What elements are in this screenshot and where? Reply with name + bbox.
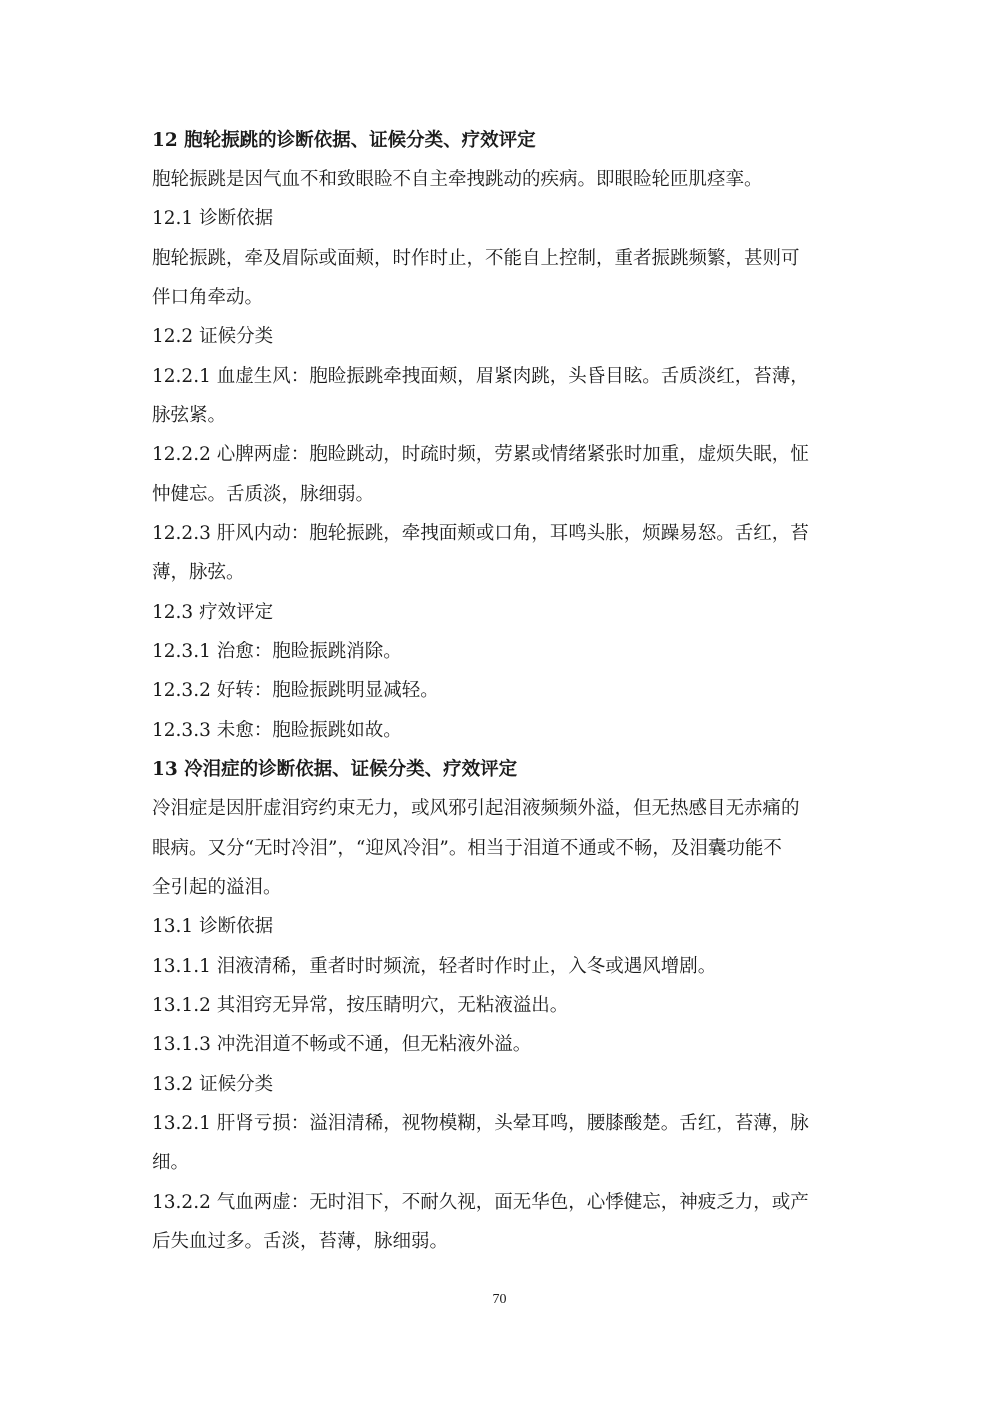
section-13-2-heading: 13.2 证候分类 [152, 1074, 274, 1095]
paragraph-line: 12.2.3 肝风内动：胞轮振跳，牵拽面颊或口角，耳鸣头胀，烦躁易怒。舌红，苔 [152, 523, 809, 544]
paragraph-line: 13.1.2 其泪窍无异常，按压睛明穴，无粘液溢出。 [152, 995, 569, 1016]
paragraph-line: 13.2.2 气血两虚：无时泪下，不耐久视，面无华色，心悸健忘，神疲乏力，或产 [152, 1192, 809, 1213]
paragraph-line: 12.2.1 血虚生风：胞睑振跳牵拽面颊，眉紧肉跳，头昏目眩。舌质淡红，苔薄， [152, 366, 809, 387]
paragraph-line: 13.1.3 冲洗泪道不畅或不通，但无粘液外溢。 [152, 1034, 532, 1055]
paragraph-line: 胞轮振跳，牵及眉际或面颊，时作时止，不能自上控制，重者振跳频繁，甚则可 [152, 248, 800, 269]
paragraph-line: 细。 [152, 1152, 190, 1173]
paragraph-line: 后失血过多。舌淡，苔薄，脉细弱。 [152, 1231, 449, 1252]
paragraph-line: 12.2.2 心脾两虚：胞睑跳动，时疏时频，劳累或情绪紧张时加重，虚烦失眠，怔 [152, 444, 809, 465]
paragraph-line: 冷泪症是因肝虚泪窍约束无力，或风邪引起泪液频频外溢，但无热感目无赤痛的 [152, 798, 800, 819]
section-13-title: 13 冷泪症的诊断依据、证候分类、疗效评定 [152, 759, 518, 780]
paragraph-line: 伴口角牵动。 [152, 287, 264, 308]
paragraph-line: 12.3.2 好转：胞睑振跳明显减轻。 [152, 680, 439, 701]
paragraph-line: 忡健忘。舌质淡，脉细弱。 [152, 484, 375, 505]
section-12-2-heading: 12.2 证候分类 [152, 326, 274, 347]
paragraph-line: 12.3.1 治愈：胞睑振跳消除。 [152, 641, 402, 662]
paragraph-line: 眼病。又分“无时冷泪”，“迎风冷泪”。相当于泪道不通或不畅，及泪囊功能不 [152, 838, 782, 859]
paragraph-line: 全引起的溢泪。 [152, 877, 282, 898]
section-12-3-heading: 12.3 疗效评定 [152, 602, 274, 623]
paragraph-line: 12.3.3 未愈：胞睑振跳如故。 [152, 720, 402, 741]
paragraph-line: 脉弦紧。 [152, 405, 227, 426]
page-number: 70 [492, 1292, 507, 1307]
section-13-1-heading: 13.1 诊断依据 [152, 916, 274, 937]
paragraph-line: 13.2.1 肝肾亏损：溢泪清稀，视物模糊，头晕耳鸣，腰膝酸楚。舌红，苔薄，脉 [152, 1113, 809, 1134]
paragraph-line: 13.1.1 泪液清稀，重者时时频流，轻者时作时止，入冬或遇风增剧。 [152, 956, 717, 977]
paragraph-line: 薄，脉弦。 [152, 562, 245, 583]
section-12-1-heading: 12.1 诊断依据 [152, 208, 274, 229]
section-12-intro: 胞轮振跳是因气血不和致眼睑不自主牵拽跳动的疾病。即眼睑轮匝肌痉挛。 [152, 169, 763, 190]
section-12-title: 12 胞轮振跳的诊断依据、证候分类、疗效评定 [152, 130, 536, 151]
